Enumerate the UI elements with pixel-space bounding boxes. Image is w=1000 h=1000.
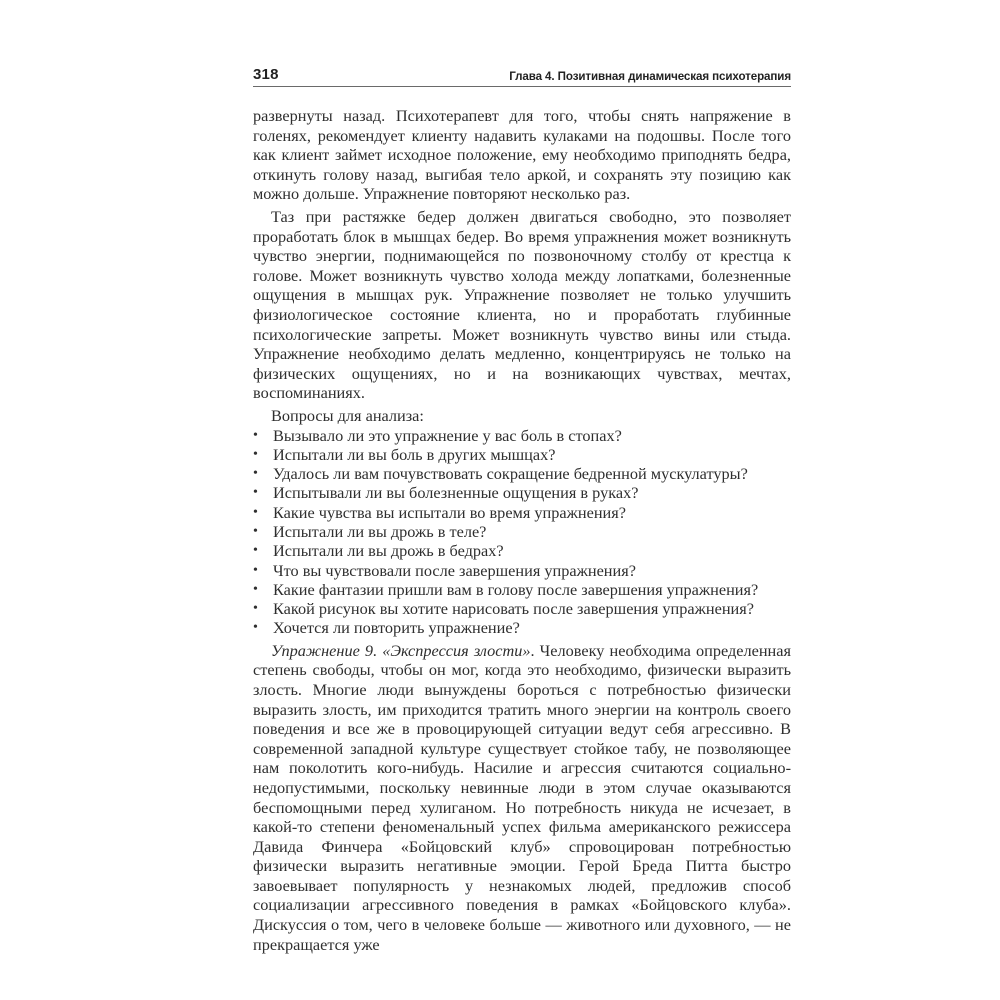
question-item <box>253 445 791 464</box>
question-text: Испытали ли вы дрожь в бедрах? <box>273 541 504 561</box>
paragraph-continuation: развернуты назад. Психотерапевт для того, чтобы снять напряжение в голенях, рекомендует клиенту надавить кулаками на подошвы. После того как клиент займет исходное положение, ему необходимо приподнять бедра, откинуть голову назад, выгибая тело аркой, и сохранять эту позицию как можно дольше. Упражнение повторяют несколько раз. <box>253 106 791 204</box>
question-item <box>253 522 791 541</box>
question-text: Какие чувства вы испытали во время упражнения? <box>273 502 626 522</box>
exercise-text: . Человеку необходима определенная степень свободы, чтобы он мог, когда это необходимо, физически выразить злость. Многие люди вынуждены бороться с потребностью физически выразить злость, им приходится тратить много энергии на контроль своего поведения и все же в провоцирующей ситуации ведут себя агрессивно. В современной западной культуре существует стойкое табу, не позволяющее нам поколотить кого-нибудь. Насилие и агрессия считаются социально-недопустимыми, поскольку невинные люди в этом случае оказываются беспомощными перед хулиганом. Но потребность никуда не исчезает, в какой-то степени феноменальный успех фильма американского режиссера Давида Финчера «Бойцовский клуб» спровоцирован потребностью физически выразить негативные эмоции. Герой Бреда Питта быстро завоевывает популярность у незнакомых людей, предложив способ социализации агрессивного поведения в рамках «Бойцовского клуба». Дискуссия о том, чего в человеке больше — животного или духовного, — не прекращается уже <box>253 640 791 954</box>
bullet-icon: • <box>253 504 258 520</box>
question-item <box>253 599 791 618</box>
exercise-title: Упражнение 9. «Экспрессия злости» <box>271 640 531 660</box>
question-text: Удалось ли вам почувствовать сокращение бедренной мускулатуры? <box>273 464 748 484</box>
paragraph-pelvis-stretch: Таз при растяжке бедер должен двигаться свободно, это позволяет проработать блок в мышцах бедер. Во время упражнения может возникнуть чувство энергии, поднимающейся по позвоночному столбу от крестца к голове. Может возникнуть чувство холода между лопатками, болезненные ощущения в мышцах рук. Упражнение позволяет не только улучшить физиологическое состояние клиента, но и проработать глубинные психологические запреты. Может возникнуть чувство вины или стыда. Упражнение необходимо делать медленно, концентрируясь не только на физических ощущениях, но и на возникающих чувствах, мечтах, воспоминаниях. <box>253 206 791 403</box>
bullet-icon: • <box>253 485 258 501</box>
bullet-icon: • <box>253 581 258 597</box>
book-page <box>253 66 791 954</box>
paragraph-exercise-9 <box>253 641 791 955</box>
bullet-icon: • <box>253 543 258 559</box>
question-item <box>253 483 791 502</box>
page-number: 318 <box>253 66 279 83</box>
bullet-icon: • <box>253 601 258 617</box>
question-item <box>253 618 791 637</box>
question-item <box>253 464 791 483</box>
page-body <box>253 106 791 954</box>
question-text: Какие фантазии пришли вам в голову после завершения упражнения? <box>273 579 759 599</box>
bullet-icon: • <box>253 620 258 636</box>
question-item <box>253 580 791 599</box>
chapter-title: Глава 4. Позитивная динамическая психотерапия <box>509 70 791 83</box>
question-text: Испытывали ли вы болезненные ощущения в руках? <box>273 483 639 503</box>
question-text: Какой рисунок вы хотите нарисовать после завершения упражнения? <box>273 599 754 619</box>
question-text: Хочется ли повторить упражнение? <box>273 618 520 638</box>
question-item <box>253 426 791 445</box>
question-text: Вызывало ли это упражнение у вас боль в стопах? <box>273 425 622 445</box>
question-item <box>253 541 791 560</box>
questions-label: Вопросы для анализа: <box>271 405 424 425</box>
bullet-icon: • <box>253 562 258 578</box>
bullet-icon: • <box>253 446 258 462</box>
question-item <box>253 503 791 522</box>
questions-list <box>253 426 791 638</box>
bullet-icon: • <box>253 466 258 482</box>
question-text: Испытали ли вы боль в других мышцах? <box>273 444 556 464</box>
question-text: Испытали ли вы дрожь в теле? <box>273 521 487 541</box>
question-text: Что вы чувствовали после завершения упражнения? <box>273 560 636 580</box>
bullet-icon: • <box>253 427 258 443</box>
running-head <box>253 66 791 87</box>
question-item <box>253 561 791 580</box>
bullet-icon: • <box>253 523 258 539</box>
